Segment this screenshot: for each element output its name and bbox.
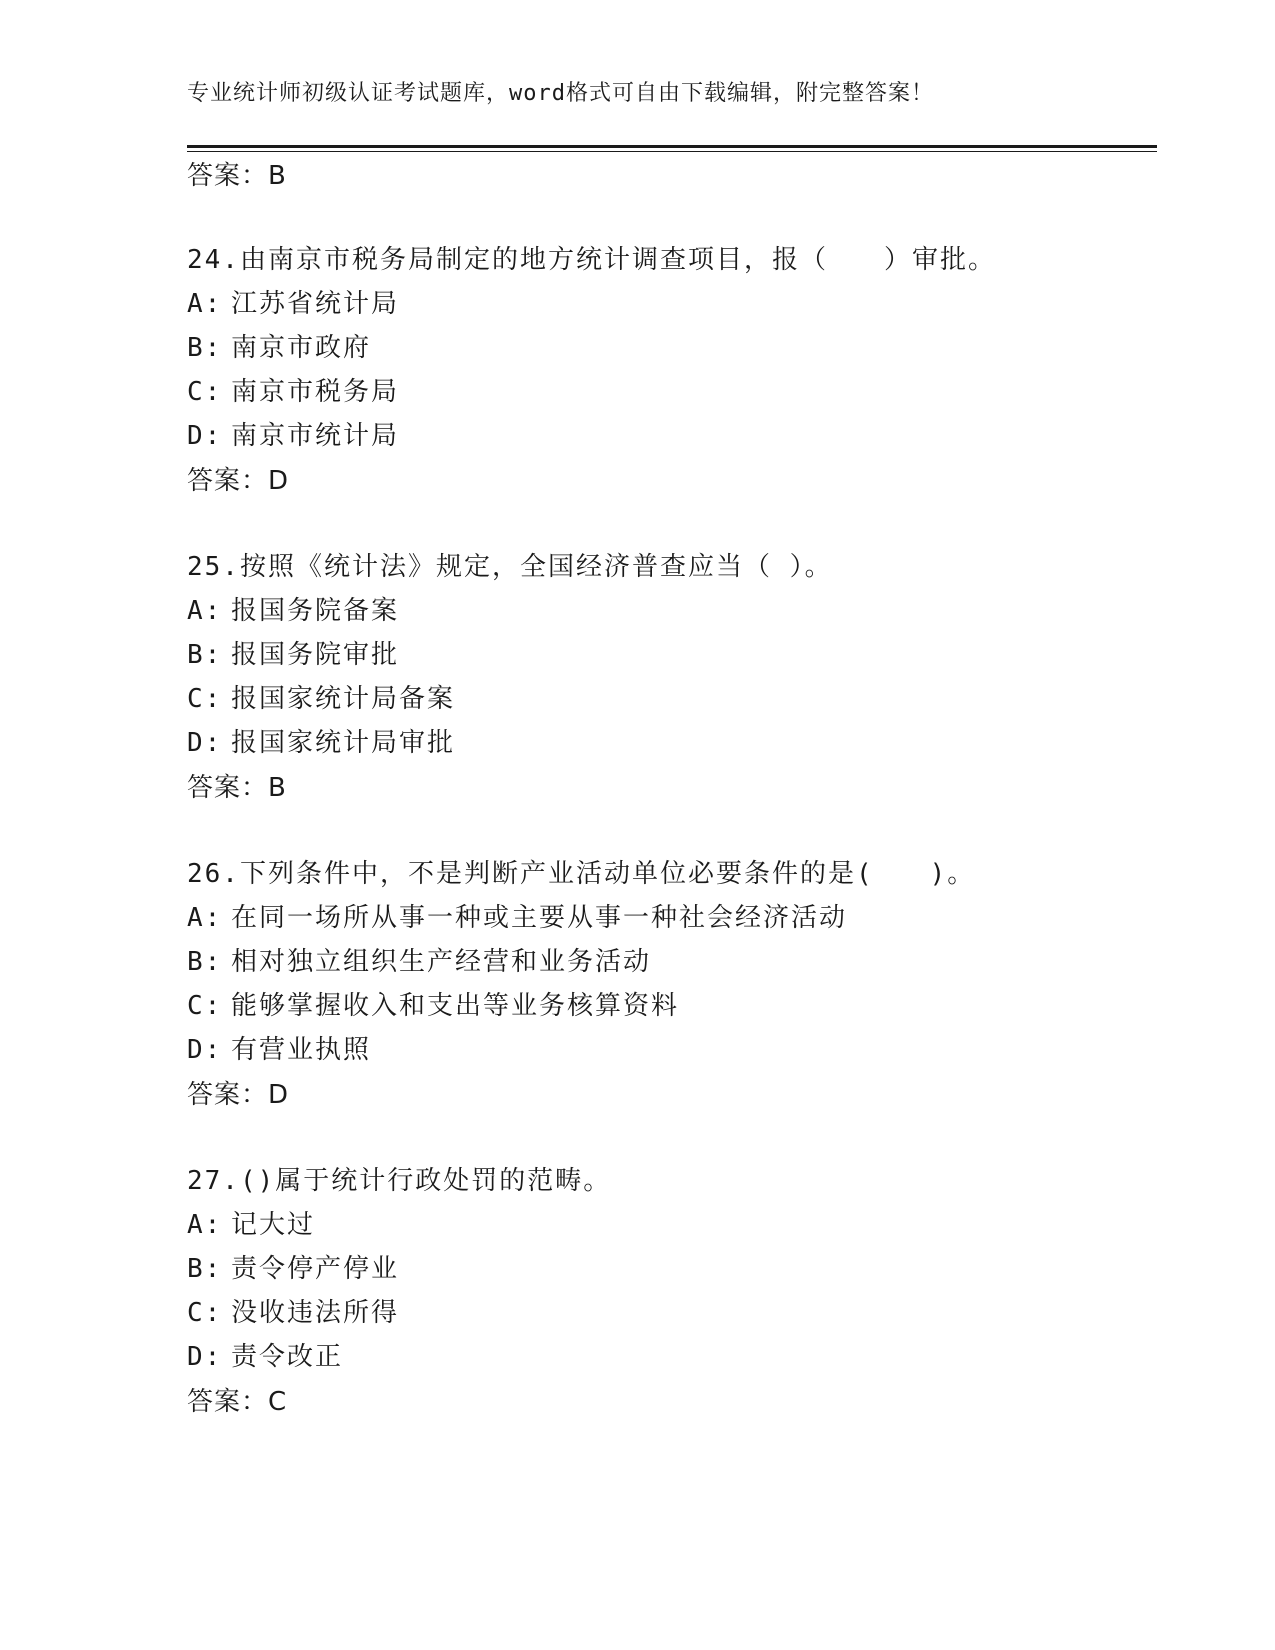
answer: 答案：D [187,1080,290,1110]
option-c [187,374,399,410]
option-letter: D: [187,421,223,451]
option-text: 江苏省统计局 [231,289,400,319]
option-text: 责令停产停业 [231,1254,400,1284]
option-text: 记大过 [231,1210,316,1240]
option-letter: B: [187,947,223,977]
option-text: 南京市统计局 [231,421,400,451]
option-a [187,593,399,629]
answer: 答案：C [187,1387,288,1417]
option-text: 报国务院审批 [231,640,400,670]
question-stem: 26.下列条件中，不是判断产业活动单位必要条件的是( )。 [187,859,976,889]
header-rule-thin [187,151,1157,152]
option-letter: C: [187,377,223,407]
option-b [187,637,399,673]
option-letter: A: [187,289,223,319]
option-d [187,725,455,761]
option-b [187,1251,399,1287]
answer: 答案：B [187,773,287,803]
question-stem: 25.按照《统计法》规定，全国经济普查应当（ ）。 [187,552,833,582]
option-text: 报国家统计局审批 [231,728,456,758]
option-letter: B: [187,333,223,363]
question-stem: 24.由南京市税务局制定的地方统计调查项目，报（ ）审批。 [187,245,996,275]
option-text: 南京市税务局 [231,377,400,407]
option-text: 相对独立组织生产经营和业务活动 [231,947,652,977]
option-letter: B: [187,1254,223,1284]
option-text: 在同一场所从事一种或主要从事一种社会经济活动 [231,903,848,933]
option-letter: A: [187,1210,223,1240]
option-letter: D: [187,1035,223,1065]
option-letter: A: [187,596,223,626]
option-text: 没收违法所得 [231,1298,400,1328]
option-text: 报国务院备案 [231,596,400,626]
document-header: 专业统计师初级认证考试题库，word格式可自由下载编辑，附完整答案！ [187,81,934,106]
option-letter: C: [187,1298,223,1328]
option-letter: C: [187,684,223,714]
option-letter: B: [187,640,223,670]
header-rule-thick [187,145,1157,148]
option-a [187,900,847,936]
option-letter: A: [187,903,223,933]
option-letter: D: [187,728,223,758]
option-letter: C: [187,991,223,1021]
option-a [187,286,399,322]
option-text: 能够掌握收入和支出等业务核算资料 [231,991,680,1021]
option-text: 责令改正 [231,1342,344,1372]
answer: 答案：D [187,466,290,496]
option-c [187,1295,399,1331]
previous-answer: 答案：B [187,161,287,191]
option-letter: D: [187,1342,223,1372]
option-text: 南京市政府 [231,333,372,363]
option-b [187,330,371,366]
option-c [187,681,455,717]
option-b [187,944,651,980]
option-d [187,1032,371,1068]
option-a [187,1207,315,1243]
question-stem: 27.()属于统计行政处罚的范畴。 [187,1166,612,1196]
option-d [187,418,399,454]
option-c [187,988,679,1024]
option-d [187,1339,343,1375]
option-text: 报国家统计局备案 [231,684,456,714]
option-text: 有营业执照 [231,1035,372,1065]
